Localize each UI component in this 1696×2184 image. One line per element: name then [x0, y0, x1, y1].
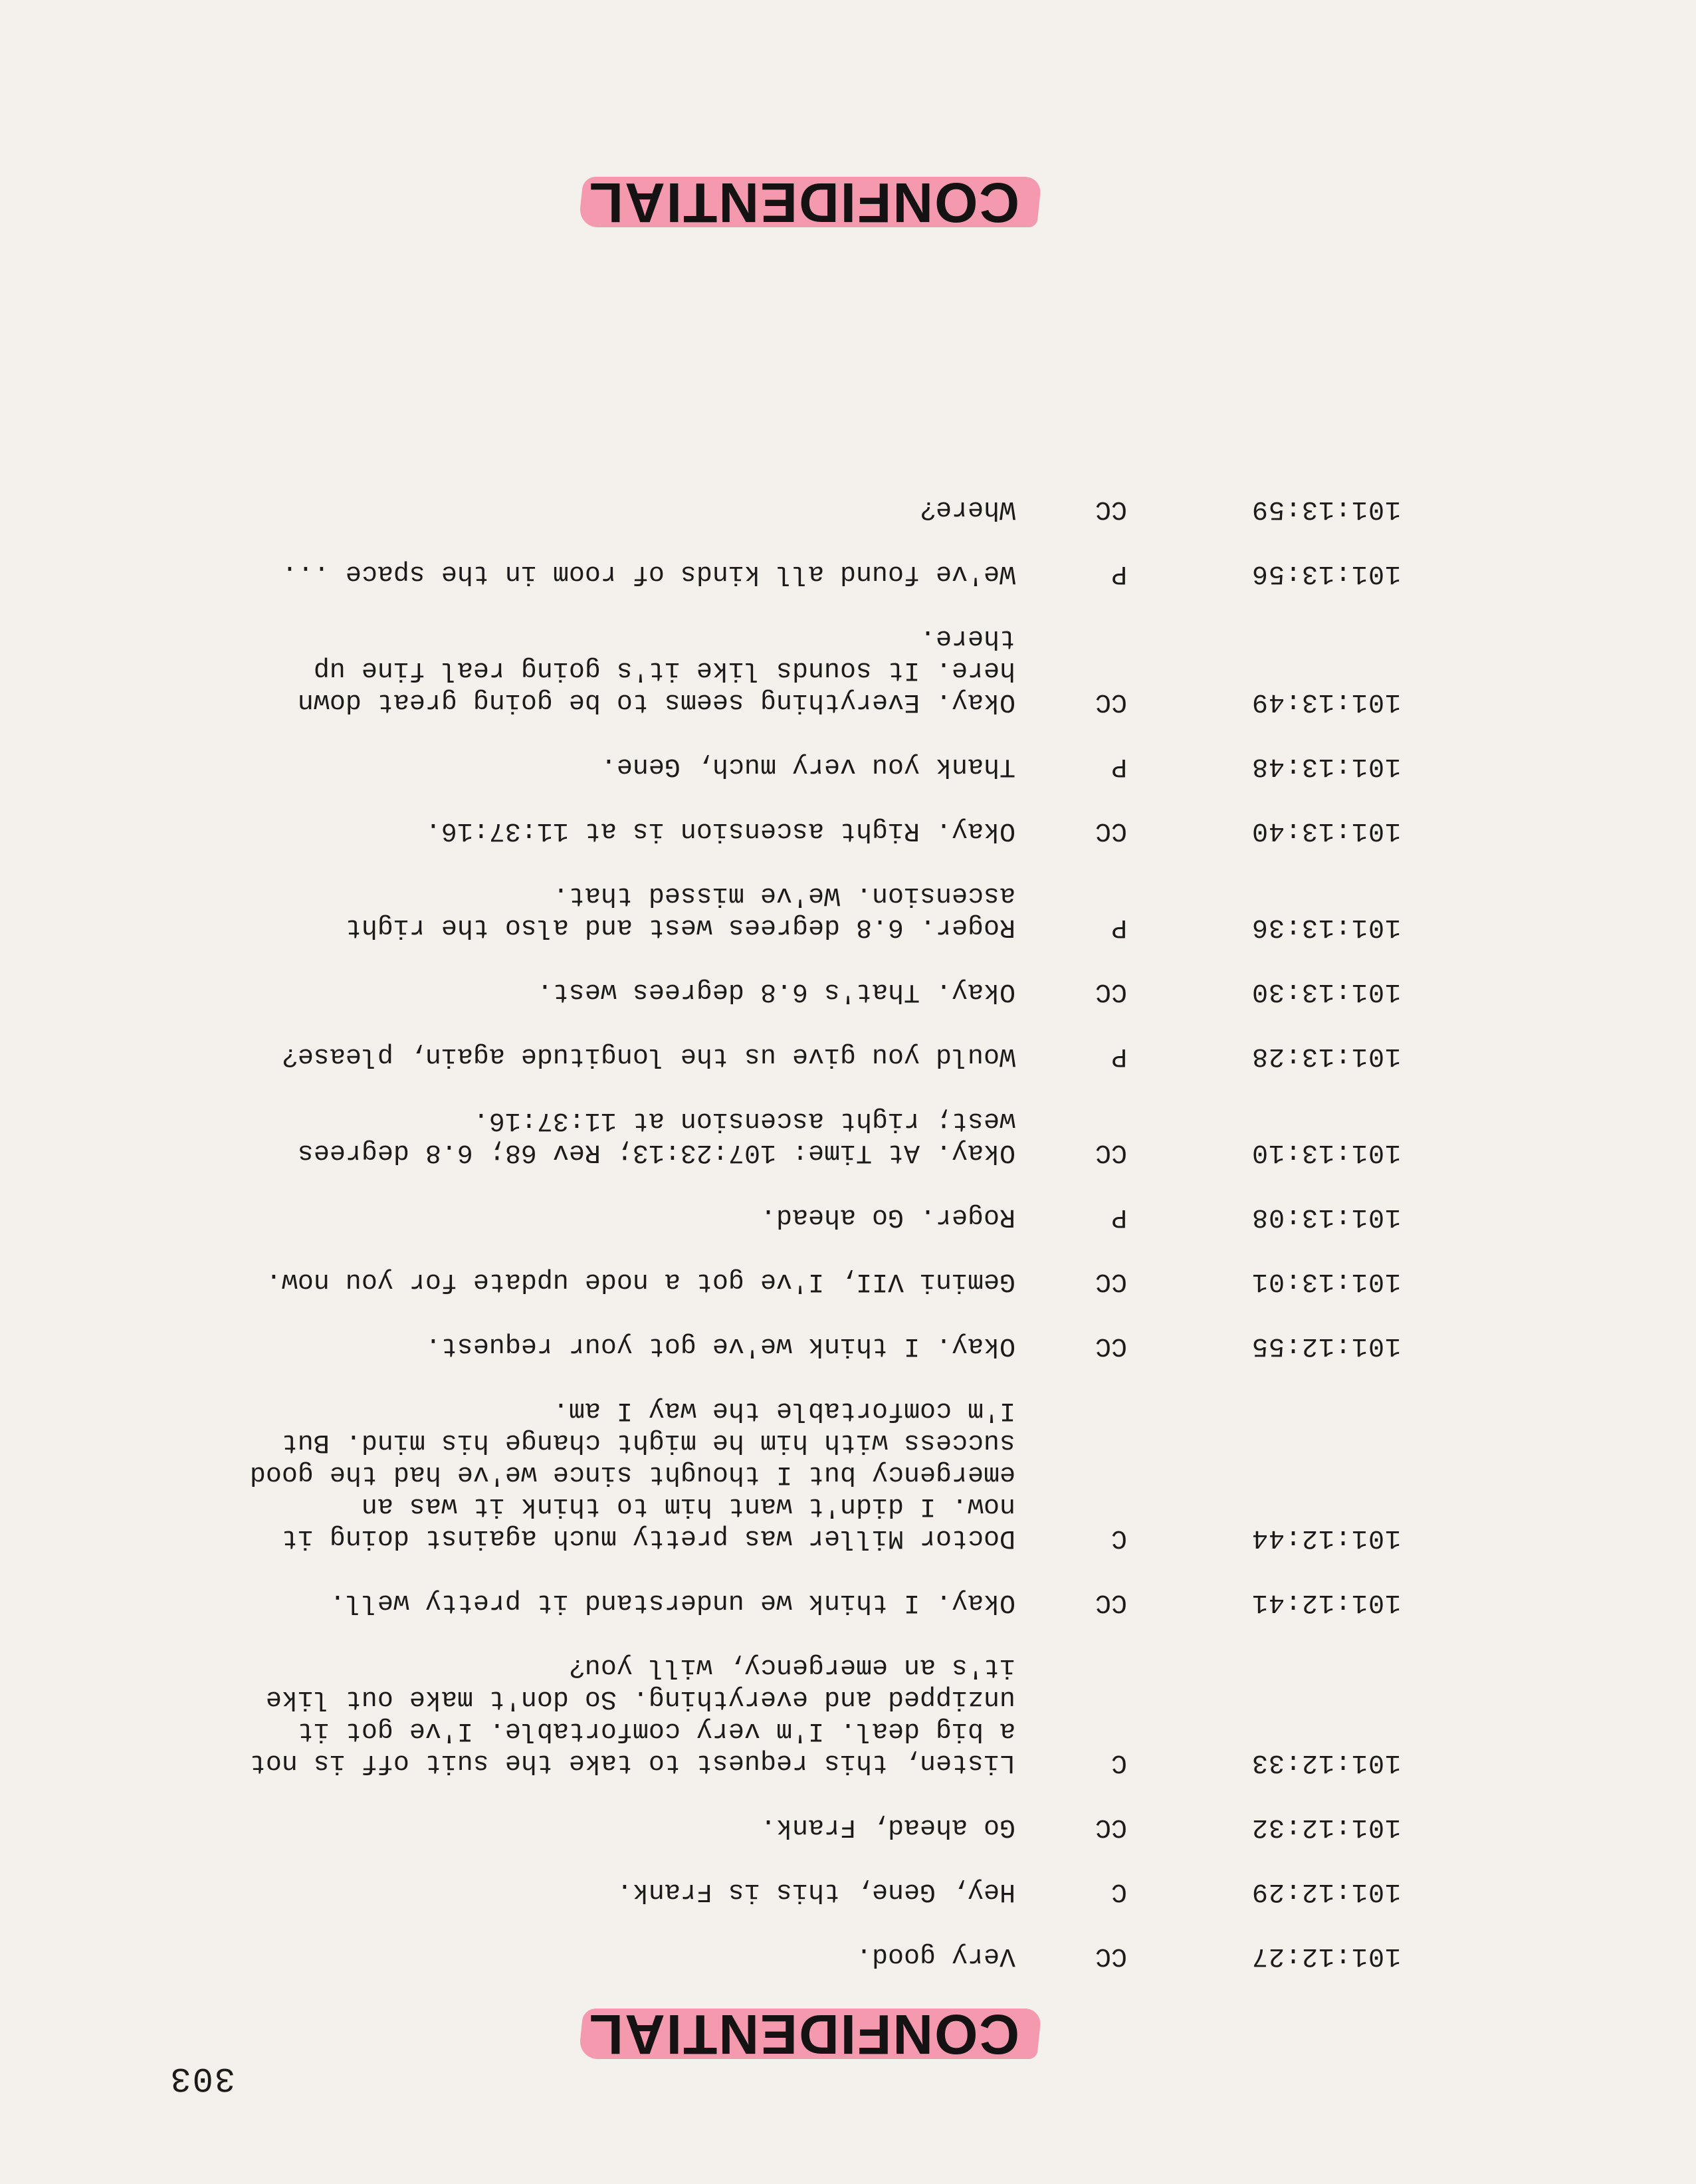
- transcript-row: [0, 492, 1696, 524]
- timestamp: 101:12:55: [1251, 1331, 1401, 1361]
- timestamp: 101:12:41: [1251, 1587, 1401, 1617]
- timestamp: 101:12:44: [1251, 1523, 1401, 1553]
- transcript-row: [0, 1265, 1696, 1297]
- speaker: P: [1111, 1041, 1127, 1071]
- utterance: Okay. That's 6.8 degrees west.: [536, 976, 1015, 1006]
- utterance: Gemini VII, I've got a node update for you now.: [265, 1266, 1015, 1296]
- confidential-stamp-bottom: [587, 171, 1019, 234]
- utterance: Hey, Gene, this is Frank.: [616, 1876, 1015, 1906]
- speaker: P: [1111, 912, 1127, 942]
- timestamp: 101:13:56: [1251, 558, 1401, 588]
- transcript-row: [0, 621, 1696, 717]
- speaker: CC: [1095, 1941, 1127, 1971]
- speaker: C: [1111, 1876, 1127, 1906]
- timestamp: 101:13:40: [1251, 816, 1401, 845]
- timestamp: 101:13:01: [1251, 1266, 1401, 1296]
- transcript-row: [0, 1329, 1696, 1361]
- utterance: Okay. I think we've got your request.: [425, 1331, 1015, 1361]
- timestamp: 101:12:33: [1251, 1747, 1401, 1777]
- utterance: Okay. Everything seems to be going great down here. It sounds like it's going real fine up there.: [297, 623, 1015, 716]
- transcript-row: [0, 814, 1696, 846]
- page-number: 303: [169, 2058, 235, 2098]
- timestamp: 101:13:10: [1251, 1137, 1401, 1167]
- speaker: C: [1111, 1523, 1127, 1553]
- timestamp: 101:13:49: [1251, 687, 1401, 716]
- speaker: P: [1111, 751, 1127, 781]
- utterance: We've found all kinds of room in the space ...: [281, 558, 1015, 588]
- timestamp: 101:12:32: [1251, 1812, 1401, 1842]
- utterance: Thank you very much, Gene.: [600, 751, 1015, 781]
- speaker: CC: [1095, 1812, 1127, 1842]
- speaker: CC: [1095, 816, 1127, 845]
- transcript-row: [0, 1104, 1696, 1168]
- transcript-row: [0, 1039, 1696, 1071]
- utterance: Okay. I think we understand it pretty well.: [329, 1587, 1015, 1617]
- speaker: P: [1111, 1202, 1127, 1232]
- utterance: Where?: [919, 494, 1015, 524]
- timestamp: 101:13:08: [1251, 1202, 1401, 1232]
- transcript-row: [0, 750, 1696, 782]
- speaker: CC: [1095, 687, 1127, 716]
- speaker: CC: [1095, 1137, 1127, 1167]
- timestamp: 101:13:30: [1251, 976, 1401, 1006]
- timestamp: 101:13:48: [1251, 751, 1401, 781]
- timestamp: 101:12:29: [1251, 1876, 1401, 1906]
- utterance: Roger. Go ahead.: [760, 1202, 1015, 1232]
- utterance: Okay. Right ascension is at 11:37:16.: [425, 816, 1015, 845]
- transcript-row: [0, 975, 1696, 1007]
- utterance: Listen, this request to take the suit off is not a big deal. I'm very comfortable. I've got it unzipped and everything. So don't make out like it's an emergency, will you?: [249, 1652, 1015, 1777]
- speaker: CC: [1095, 976, 1127, 1006]
- utterance: Roger. 6.8 degrees west and also the right ascension. We've missed that.: [345, 880, 1015, 942]
- confidential-stamp-top: [587, 2003, 1019, 2066]
- timestamp: 101:13:59: [1251, 494, 1401, 524]
- utterance: Okay. At Time: 107:23:13; Rev 68; 6.8 degrees west; right ascension at 11:37:16.: [297, 1105, 1015, 1167]
- speaker: C: [1111, 1747, 1127, 1777]
- utterance: Very good.: [855, 1941, 1015, 1971]
- transcript-row: [0, 1650, 1696, 1778]
- stamp-text: CONFIDENTIAL: [587, 2003, 1019, 2066]
- speaker: CC: [1095, 1587, 1127, 1617]
- timestamp: 101:12:27: [1251, 1941, 1401, 1971]
- utterance: Doctor Miller was pretty much against doing it now. I didn't want him to think it was an emergency but I thought since we've had the good success with him he might change his mind. But I'm comfortable the way I am.: [249, 1395, 1015, 1553]
- speaker: CC: [1095, 494, 1127, 524]
- utterance: Go ahead, Frank.: [760, 1812, 1015, 1842]
- transcript: [0, 460, 1696, 1971]
- speaker: P: [1111, 558, 1127, 588]
- speaker: CC: [1095, 1331, 1127, 1361]
- transcript-row: [0, 1394, 1696, 1553]
- timestamp: 101:13:28: [1251, 1041, 1401, 1071]
- stamp-text: CONFIDENTIAL: [587, 171, 1019, 234]
- transcript-row: [0, 1586, 1696, 1618]
- transcript-row: [0, 557, 1696, 589]
- transcript-row: [0, 1939, 1696, 1971]
- transcript-row: [0, 1875, 1696, 1907]
- transcript-row: [0, 879, 1696, 942]
- speaker: CC: [1095, 1266, 1127, 1296]
- timestamp: 101:13:36: [1251, 912, 1401, 942]
- transcript-row: [0, 1810, 1696, 1842]
- transcript-row: [0, 1200, 1696, 1232]
- utterance: Would you give us the longitude again, please?: [281, 1041, 1015, 1071]
